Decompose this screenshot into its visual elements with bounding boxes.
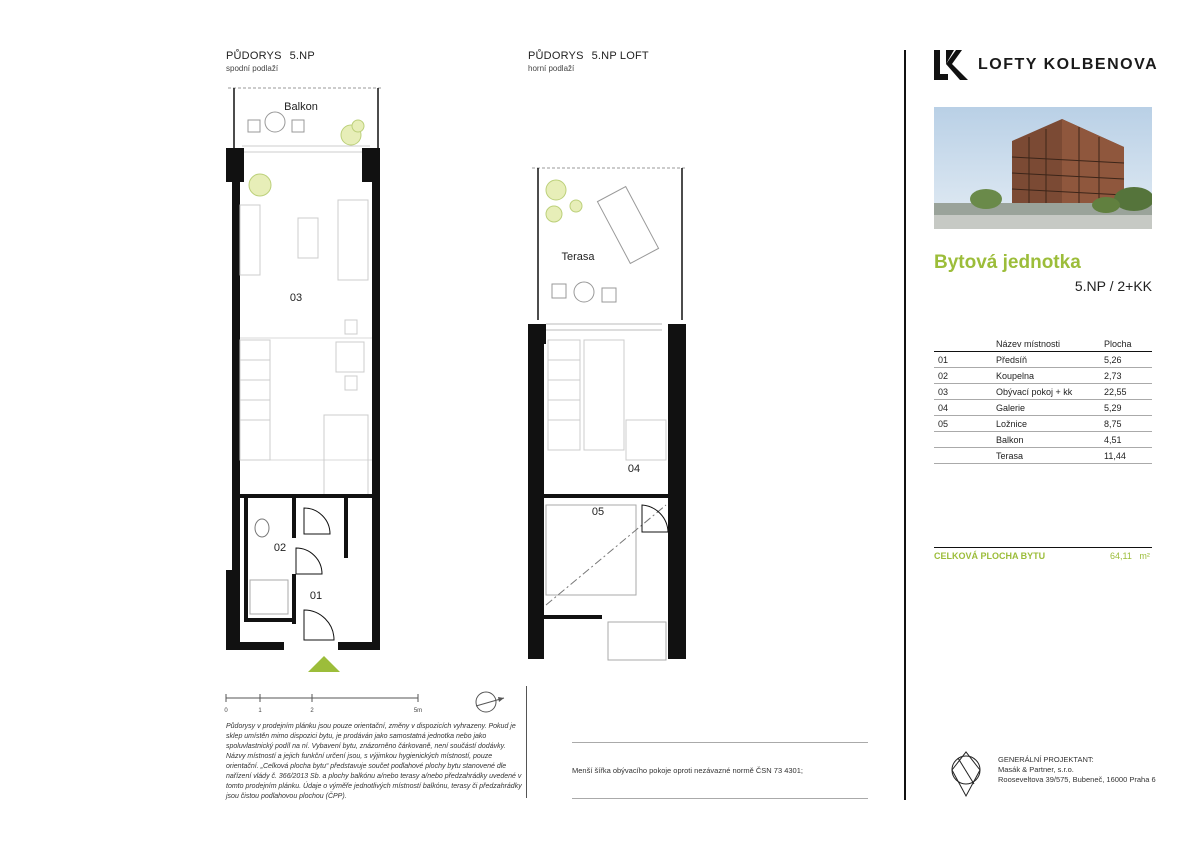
main-divider (904, 50, 906, 800)
scale-tick: 0 (224, 708, 228, 714)
scale-tick: 2 (310, 708, 314, 714)
room-name: Předsíň (992, 352, 1100, 368)
room-name: Balkon (992, 432, 1100, 448)
building-rendering-image (934, 107, 1152, 229)
brand-name: LOFTY KOLBENOVA (978, 56, 1159, 73)
general-designer-address: Rooseveltova 39/575, Bubeneč, 16000 Praha 6 (998, 775, 1156, 784)
brand-header (932, 48, 1158, 82)
label-room-01: 01 (309, 590, 323, 602)
divider-note-bottom (572, 798, 868, 799)
label-room-03: 03 (289, 292, 303, 304)
brand-logo-icon (932, 48, 972, 82)
unit-floor-type: 5.NP / 2+KK (1074, 278, 1152, 294)
room-area: 2,73 (1100, 368, 1152, 384)
header-no (934, 336, 992, 352)
room-no (934, 432, 992, 448)
designer-logo-icon (944, 748, 988, 800)
total-area-value (1110, 551, 1150, 561)
general-designer (998, 755, 1156, 785)
room-name: Koupelna (992, 368, 1100, 384)
disclaimer-text: Půdorysy v prodejním plánku jsou pouze orientační, změny v dispozicích vyhrazeny. Pokud je sklep umístěn mimo dispozici bytu, je prodáván jako samostatná jednotka nebo jako spoluvlastnický podíl na ní. Vybavení bytu, znázorněno čárkovaně, není součástí dodávky. Názvy místností a jejich funkční určení jsou, s výjimkou hygienických místností, pouze orientační. „Celková plocha bytu“ představuje součet podlahové plochy bytu stanovené dle nařízení vlády č. 366/2013 Sb. a plochy balkónu a/nebo terasy a/nebo předzahrádky uvedené v tomto prodejním plánku. Údaje o výměře jednotlivých místností balkónu, terasy či předzahrádky jsou čistou podlahovou plochou (ČPP). (226, 723, 522, 800)
scale-tick: 1 (258, 708, 262, 714)
room-area: 8,75 (1100, 416, 1152, 432)
table-row (934, 352, 1152, 368)
room-no: 02 (934, 368, 992, 384)
room-no: 01 (934, 352, 992, 368)
label-room-05: 05 (591, 506, 605, 518)
general-designer-company: Masák & Partner, s.r.o. (998, 765, 1074, 774)
room-no: 04 (934, 400, 992, 416)
table-row (934, 384, 1152, 400)
total-area-label: CELKOVÁ PLOCHA BYTU (934, 551, 1046, 561)
compass-icon (472, 688, 508, 716)
table-row (934, 432, 1152, 448)
total-area-unit: m² (1139, 551, 1150, 561)
room-name: Galerie (992, 400, 1100, 416)
floor-plan-lower (220, 80, 400, 680)
room-name: Obývací pokoj + kk (992, 384, 1100, 400)
label-room-04: 04 (627, 463, 641, 475)
label-balkon: Balkon (284, 101, 318, 113)
general-designer-heading: GENERÁLNÍ PROJEKTANT: (998, 755, 1094, 764)
room-name: Terasa (992, 448, 1100, 464)
plan-lower-subtitle: spodní podlaží (226, 64, 279, 73)
plan-upper-title-label: PŮDORYS (528, 50, 584, 62)
plan-upper-floor: 5.NP LOFT (591, 50, 649, 62)
divider-note-top (572, 742, 868, 743)
plan-lower-floor: 5.NP (289, 50, 315, 62)
plan-lower-title (226, 50, 315, 62)
scale-tick: 5m (413, 708, 422, 714)
rooms-table (934, 336, 1152, 464)
label-room-02: 02 (273, 542, 287, 554)
unit-title: Bytová jednotka (934, 252, 1081, 273)
table-row (934, 448, 1152, 464)
room-name: Ložnice (992, 416, 1100, 432)
plan-lower-title-label: PŮDORYS (226, 50, 282, 62)
header-area: Plocha (1100, 336, 1152, 352)
room-area: 22,55 (1100, 384, 1152, 400)
room-no (934, 448, 992, 464)
header-name: Název místnosti (992, 336, 1100, 352)
rooms-table-header (934, 336, 1152, 352)
room-area: 4,51 (1100, 432, 1152, 448)
table-row (934, 416, 1152, 432)
table-row (934, 368, 1152, 384)
room-area: 5,29 (1100, 400, 1152, 416)
room-no: 05 (934, 416, 992, 432)
table-row (934, 400, 1152, 416)
total-divider (934, 547, 1152, 548)
room-area: 5,26 (1100, 352, 1152, 368)
label-terasa: Terasa (561, 251, 595, 263)
room-area: 11,44 (1100, 448, 1152, 464)
entrance-marker (308, 656, 340, 672)
plan-upper-subtitle: horní podlaží (528, 64, 575, 73)
divider-vertical-small (526, 686, 527, 798)
total-area-number: 64,11 (1110, 551, 1132, 561)
room-no: 03 (934, 384, 992, 400)
note-width: Menší šířka obývacího pokoje oproti nezávazné normě ČSN 73 4301; (572, 766, 803, 775)
floor-plan-upper (522, 160, 692, 670)
scale-bar (222, 692, 422, 716)
plan-upper-title (528, 50, 649, 62)
